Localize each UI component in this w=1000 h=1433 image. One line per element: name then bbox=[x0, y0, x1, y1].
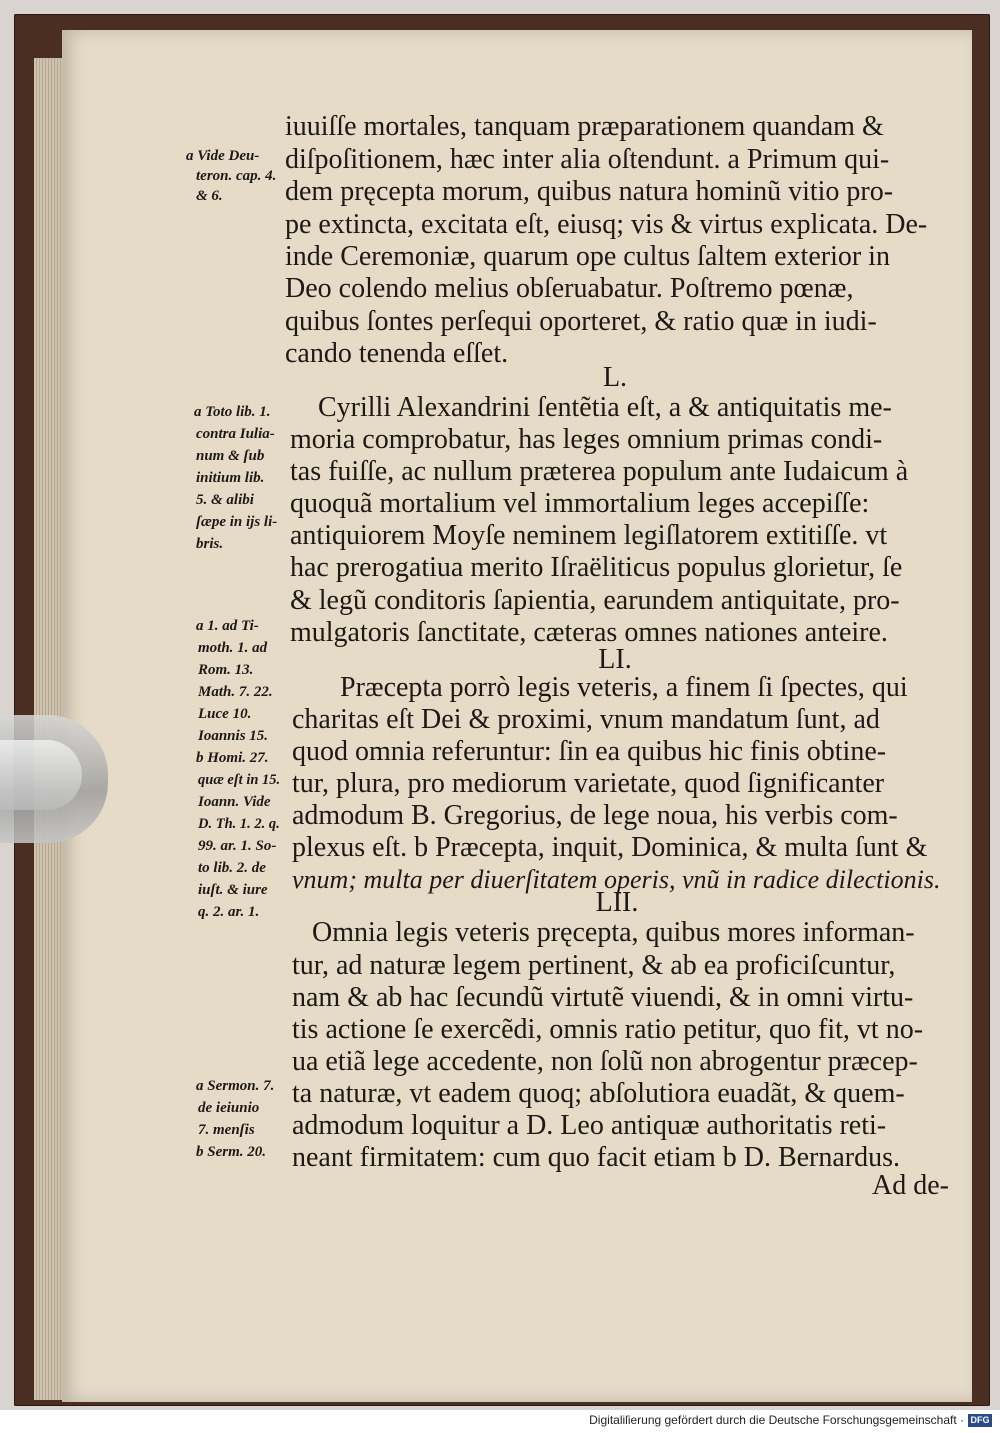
margin-note: a 1. ad Ti- bbox=[196, 618, 259, 634]
margin-note: a Toto lib. 1. bbox=[194, 404, 271, 420]
text-line: Cyrilli Alexandrini ſentẽtia eſt, a & antiquitatis me- bbox=[318, 392, 892, 423]
margin-note: 7. menſis bbox=[198, 1122, 255, 1138]
margin-note: Rom. 13. bbox=[198, 662, 254, 678]
text-line: diſpoſitionem, hæc inter alia oſtendunt. a Primum qui- bbox=[285, 144, 890, 175]
text-line: & legũ conditoris ſapientia, earundem antiquitate, pro- bbox=[290, 585, 900, 616]
text-line: quibus ſontes perſequi oporteret, & ratio quæ in iudi- bbox=[285, 306, 877, 337]
text-line: tas fuiſſe, ac nullum præterea populum ante Iudaicum à bbox=[290, 456, 909, 487]
margin-note: Ioann. Vide bbox=[198, 794, 271, 810]
text-line: pe extincta, excitata eſt, eiusq; vis & virtus explicata. De- bbox=[285, 209, 928, 240]
text-line: ta naturæ, vt eadem quoq; abſolutiora euadãt, & quem- bbox=[292, 1078, 905, 1109]
text-line: tur, plura, pro mediorum varietate, quod ſignificanter bbox=[292, 768, 885, 799]
text-line: moria comprobatur, has leges omnium primas condi- bbox=[290, 424, 883, 455]
text-line: antiquiorem Moyſe neminem legiſlatorem extitiſſe. vt bbox=[290, 520, 888, 551]
text-line: dem pręcepta morum, quibus natura hominũ vitio pro- bbox=[285, 176, 894, 207]
margin-note: Luce 10. bbox=[198, 706, 252, 722]
margin-note: & 6. bbox=[196, 188, 223, 204]
margin-note: contra Iulia- bbox=[196, 426, 275, 442]
margin-note: ſæpe in ijs li- bbox=[196, 514, 278, 530]
text-line: vnum; multa per diuerſitatem operis, vnũ in radice dilectionis. bbox=[292, 865, 941, 894]
dfg-logo-icon: DFG bbox=[968, 1414, 992, 1427]
text-line: nam & ab hac ſecundũ virtutẽ viuendi, & in omni virtu- bbox=[292, 982, 914, 1013]
margin-note: initium lib. bbox=[196, 470, 265, 486]
text-line: quoquã mortalium vel immortalium leges accepiſſe: bbox=[290, 488, 870, 519]
page-clip-highlight bbox=[0, 740, 82, 810]
margin-note: D. Th. 1. 2. q. bbox=[198, 816, 280, 832]
catchword: Ad de- bbox=[872, 1170, 949, 1201]
text-line: admodum B. Gregorius, de lege noua, his verbis com- bbox=[292, 800, 898, 831]
section-heading: LII. bbox=[595, 887, 639, 918]
margin-note: num & ſub bbox=[196, 448, 265, 464]
text-line: inde Ceremoniæ, quarum ope cultus ſaltem exterior in bbox=[285, 241, 890, 272]
text-line: quod omnia referuntur: ſin ea quibus hic finis obtine- bbox=[292, 736, 887, 767]
margin-note: a Vide Deu- bbox=[186, 148, 260, 164]
margin-note: a Sermon. 7. bbox=[196, 1078, 275, 1094]
text-line: plexus eſt. b Præcepta, inquit, Dominica, & multa ſunt & bbox=[292, 832, 928, 863]
text-line: Deo colendo melius obſeruabatur. Poſtremo pœnæ, bbox=[285, 273, 854, 304]
margin-note: 5. & alibi bbox=[196, 492, 254, 508]
margin-note: b Homi. 27. bbox=[196, 750, 269, 766]
text-line: mulgatoris ſanctitate, cæteras omnes nationes anteire. bbox=[290, 617, 888, 648]
text-line: neant firmitatem: cum quo facit etiam b D. Bernardus. bbox=[292, 1142, 901, 1173]
margin-note: quæ eſt in 15. bbox=[198, 772, 281, 788]
margin-note: q. 2. ar. 1. bbox=[198, 904, 260, 920]
margin-note: bris. bbox=[196, 536, 224, 552]
margin-note: de ieiunio bbox=[198, 1100, 260, 1116]
footer-credit: Digitaliſierung gefördert durch die Deutsche Forschungsgemeinschaft · bbox=[589, 1413, 964, 1427]
margin-note: iuſt. & iure bbox=[198, 882, 268, 898]
margin-note: to lib. 2. de bbox=[198, 860, 266, 876]
text-line: iuuiſſe mortales, tanquam præparationem quandam & bbox=[285, 111, 884, 142]
section-heading: L. bbox=[602, 362, 628, 393]
margin-note: Math. 7. 22. bbox=[198, 684, 273, 700]
margin-note: 99. ar. 1. So- bbox=[198, 838, 277, 854]
margin-note: moth. 1. ad bbox=[198, 640, 268, 656]
margin-note: b Serm. 20. bbox=[196, 1144, 267, 1160]
text-line: tis actione ſe exercẽdi, omnis ratio petitur, quo fit, vt no- bbox=[292, 1014, 924, 1045]
text-line: tur, ad naturæ legem pertinent, & ab ea proficiſcuntur, bbox=[292, 950, 896, 981]
text-line: Præcepta porrò legis veteris, a finem ſi ſpectes, qui bbox=[340, 672, 908, 703]
section-heading: LI. bbox=[598, 644, 632, 675]
margin-note: Ioannis 15. bbox=[198, 728, 269, 744]
margin-note: teron. cap. 4. bbox=[196, 168, 277, 184]
text-line: hac prerogatiua merito Iſraëliticus populus glorietur, ſe bbox=[290, 552, 903, 583]
text-line: Omnia legis veteris pręcepta, quibus mores informan- bbox=[312, 917, 915, 948]
text-line: charitas eſt Dei & proximi, vnum mandatum ſunt, ad bbox=[292, 704, 880, 735]
text-line: ua etiã lege accedente, non ſolũ non abrogentur præcep- bbox=[292, 1046, 918, 1077]
text-line: admodum loquitur a D. Leo antiquæ authoritatis reti- bbox=[292, 1110, 887, 1141]
text-line: cando tenenda eſſet. bbox=[285, 338, 509, 369]
